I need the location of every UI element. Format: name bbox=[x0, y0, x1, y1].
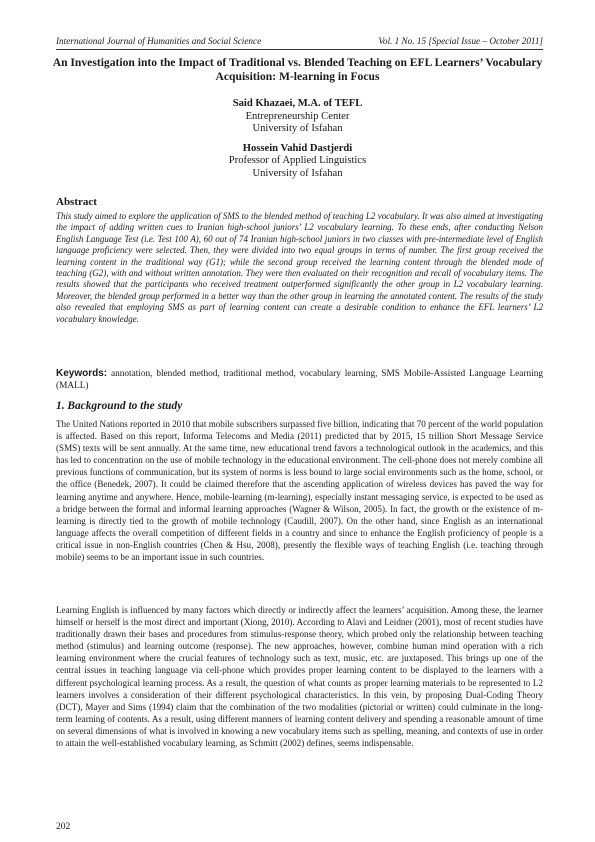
journal-name: International Journal of Humanities and Social Science bbox=[56, 36, 262, 46]
abstract-heading: Abstract bbox=[56, 196, 97, 208]
body-paragraph-1: The United Nations reported in 2010 that mobile subscribers surpassed five billion, indicating that 70 percent of the world population is affected. Based on this report, Informa Telecoms and Media (2011) predicted that by 2015, 15 trillion Short Message Service (SMS) texts will be sent annually. At the same time, new educational trend favors a technological outlook in the academics, and this has led to concentration on the use of mobile technology in the educational environment. The cell-phone does not merely combine all previous functions of communication, but its system of norms is less bound to large social environments such as the home, school, or the office (Benedek, 2007). It could be claimed therefore that the ascending application of wireless devices has paved the way for learning anytime and anywhere. Hence, mobile-learning (m-learning), especially instant messaging service, is expected to be used as a bridge between the formal and informal learning approaches (Wagner & Wilson, 2005). In fact, the growth or the existence of m-learning is directly tied to the growth of mobile technology (Caudill, 2007). On the other hand, since English as an international language affects the overall competition of different fields in a country and since to enhance the English proficiency of people is a critical issue in non-English countries (Chen & Hsu, 2008), presently the flexible ways of teaching English (i.e. teaching through mobile) seems to be an important issue in such countries. bbox=[56, 419, 543, 563]
issue-info: Vol. 1 No. 15 [Special Issue – October 2011] bbox=[378, 36, 543, 46]
body-paragraph-2: Learning English is influenced by many factors which directly or indirectly affect the learners’ acquisition. Among these, the learner himself or herself is the most direct and important (Xiong, 2010). According to Alavi and Leidner (2001), most of recent studies have traditionally drawn their bases and procedures from stimulus-response theory, which probed only the relationship between teaching method (stimulus) and learning outcome (response). The new approaches, however, combine human mind operation with a rich learning environment where the crucial features of technology such as text, music, etc. are juxtaposed. This brings up one of the central issues in teaching language via cell-phone which provides proper learning content to be displayed to the learners with a different psychological learning process. As a result, the question of what counts as proper learning materials to be represented to L2 learners involves a consideration of their different psychological characteristics. In this vein, by proposing Dual-Coding Theory (DCT), Mayer and Sims (1994) claim that the combination of the two modalities (pictorial or written) could culminate in the long-term learning of contents. As a result, using different manners of learning content delivery and spending a reasonable amount of time on several dimensions of what is involved in knowing a new vocabulary items such as spelling, meaning, and contexts of use in order to attain the well-established vocabulary learning, as Schmitt (2002) defines, seems indispensable. bbox=[56, 605, 543, 749]
author-2 bbox=[50, 143, 545, 181]
page-number: 202 bbox=[56, 822, 71, 832]
keywords-text: annotation, blended method, traditional method, vocabulary learning, SMS Mobile-Assisted Language Learning (MALL) bbox=[56, 369, 543, 391]
author-affiliation: Professor of Applied Linguistics bbox=[228, 155, 367, 166]
paper-title: An Investigation into the Impact of Traditional vs. Blended Teaching on EFL Learners’ Vocabulary Acquisition: M-learning in Focus bbox=[52, 56, 543, 83]
author-institution: University of Isfahan bbox=[252, 167, 343, 179]
keywords-label: Keywords: bbox=[56, 368, 108, 379]
author-name: Said Khazaei, M.A. of TEFL bbox=[232, 98, 363, 109]
running-header bbox=[56, 36, 543, 50]
author-affiliation: Entrepreneurship Center bbox=[245, 110, 350, 122]
section-heading: 1. Background to the study bbox=[56, 400, 183, 412]
author-name: Hossein Vahid Dastjerdi bbox=[242, 142, 353, 154]
author-1 bbox=[50, 98, 545, 136]
abstract-text: This study aimed to explore the application of SMS to the blended method of teaching L2 vocabulary. It was also aimed at investigating the impact of adding written cues to Iranian high-school juniors’ L2 vocabulary learning. To these ends, after conducting Nelson English Language Test (i.e. Test 100 A), 60 out of 74 Iranian high-school juniors in two classes with pre-intermediate level of English language proficiency were selected. Then, they were divided into two equal groups in terms of number. The first group received the learning content in the traditional way (G1); while the second group received the learning content through the blended mode of teaching (G2), with and without written annotation. They were then evaluated on their recognition and recall of vocabulary items. The results showed that the participants who received treatment outperformed significantly the other group in L2 vocabulary learning. Moreover, the blended group performed in a better way than the other group in learning the annotated content. The results of the study also revealed that employing SMS as part of learning content can create a desirable condition to enhance the EFL learners’ L2 vocabulary knowledge. bbox=[56, 211, 543, 324]
author-institution: University of Isfahan bbox=[252, 123, 343, 134]
keywords bbox=[56, 368, 543, 392]
author-list bbox=[50, 98, 545, 187]
